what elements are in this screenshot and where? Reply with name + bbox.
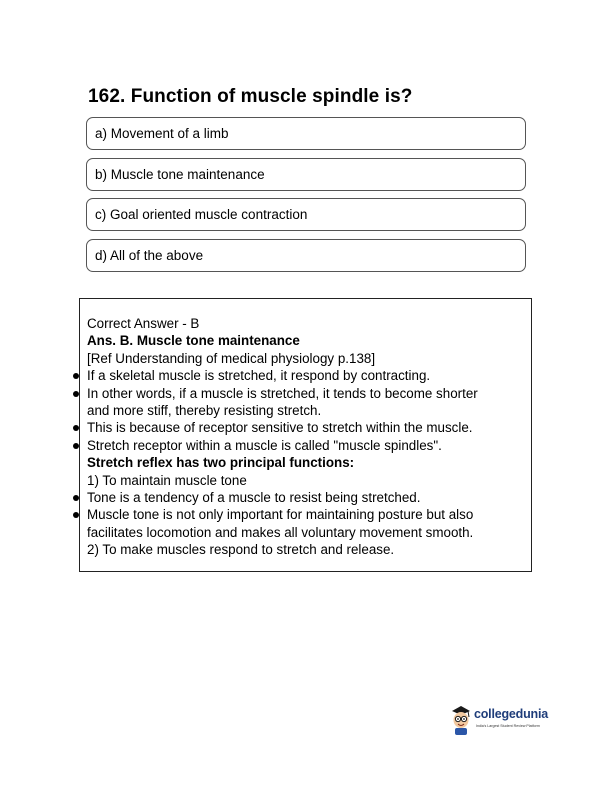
bullet-icon bbox=[73, 512, 79, 518]
answer-line bbox=[87, 524, 478, 541]
option-b[interactable]: b) Muscle tone maintenance bbox=[86, 158, 526, 191]
answer-line-text: Stretch receptor within a muscle is called "muscle spindles". bbox=[87, 437, 442, 453]
bullet-line bbox=[87, 489, 478, 506]
answer-line-text: If a skeletal muscle is stretched, it respond by contracting. bbox=[87, 368, 431, 384]
question-title: 162. Function of muscle spindle is? bbox=[88, 86, 413, 107]
answer-line bbox=[87, 472, 478, 489]
option-a[interactable]: a) Movement of a limb bbox=[86, 117, 526, 150]
bullet-icon bbox=[73, 373, 79, 379]
logo-name: collegedunia bbox=[474, 707, 549, 721]
options-list bbox=[86, 117, 526, 279]
answer-line bbox=[87, 454, 478, 471]
answer-line-text: This is because of receptor sensitive to stretch within the muscle. bbox=[87, 420, 473, 436]
answer-line bbox=[87, 332, 478, 349]
option-c[interactable]: c) Goal oriented muscle contraction bbox=[86, 198, 526, 231]
bullet-icon bbox=[73, 391, 79, 397]
bullet-icon bbox=[73, 443, 79, 449]
answer-line-text: Tone is a tendency of a muscle to resist being stretched. bbox=[87, 490, 421, 506]
logo-tagline: India's Largest Student Review Platform bbox=[476, 724, 540, 728]
answer-line-text: Muscle tone is not only important for maintaining posture but also bbox=[87, 507, 474, 523]
answer-line-text: 1) To maintain muscle tone bbox=[87, 472, 247, 488]
bullet-line bbox=[87, 437, 478, 454]
answer-line bbox=[87, 350, 478, 367]
answer-line-text: Stretch reflex has two principal functions: bbox=[87, 455, 355, 471]
answer-line bbox=[87, 315, 478, 332]
answer-line-text: 2) To make muscles respond to stretch and release. bbox=[87, 542, 395, 558]
answer-line-text: facilitates locomotion and makes all voluntary movement smooth. bbox=[87, 524, 474, 540]
mascot-icon bbox=[450, 704, 472, 736]
collegedunia-logo bbox=[450, 704, 550, 738]
answer-content bbox=[87, 315, 478, 559]
answer-line-text: Ans. B. Muscle tone maintenance bbox=[87, 333, 300, 349]
bullet-line bbox=[87, 506, 478, 523]
answer-line-text: and more stiff, thereby resisting stretch. bbox=[87, 403, 322, 419]
answer-line-text: In other words, if a muscle is stretched, it tends to become shorter bbox=[87, 385, 478, 401]
bullet-line bbox=[87, 419, 478, 436]
answer-line bbox=[87, 541, 478, 558]
answer-line bbox=[87, 402, 478, 419]
answer-line-text: Correct Answer - B bbox=[87, 316, 200, 331]
answer-box bbox=[79, 298, 532, 572]
bullet-icon bbox=[73, 495, 79, 501]
bullet-line bbox=[87, 385, 478, 402]
bullet-icon bbox=[73, 425, 79, 431]
bullet-line bbox=[87, 367, 478, 384]
option-d[interactable]: d) All of the above bbox=[86, 239, 526, 272]
answer-line-text: [Ref Understanding of medical physiology p.138] bbox=[87, 350, 376, 366]
